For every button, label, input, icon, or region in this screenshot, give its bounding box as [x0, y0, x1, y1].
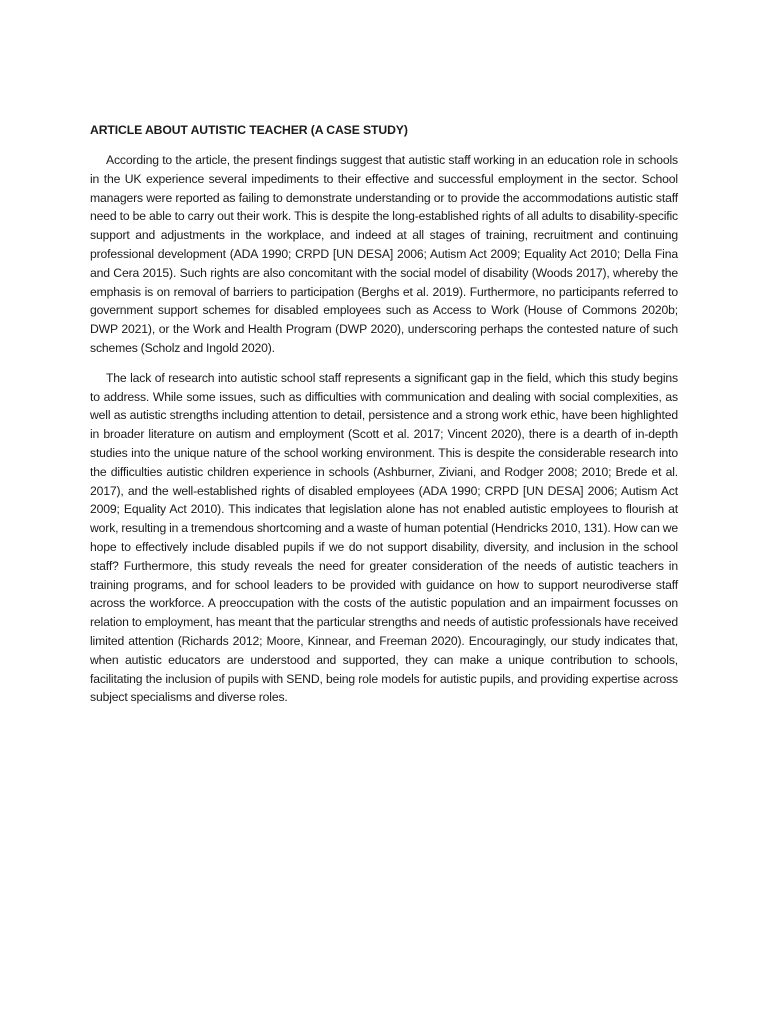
paragraph: According to the article, the present findings suggest that autistic staff working in an education role in schools in the UK experience several impediments to their effective and successful employment in the sector. School managers were reported as failing to demonstrate understanding or to provide the accommodations autistic staff need to be able to carry out their work. This is despite the long-established rights of all adults to disability-specific support and adjustments in the workplace, and indeed at all stages of training, recruitment and continuing professional development (ADA 1990; CRPD [UN DESA] 2006; Autism Act 2009; Equality Act 2010; Della Fina and Cera 2015). Such rights are also concomitant with the social model of disability (Woods 2017), whereby the emphasis is on removal of barriers to participation (Berghs et al. 2019). Furthermore, no participants referred to government support schemes for disabled employees such as Access to Work (House of Commons 2020b; DWP 2021), or the Work and Health Program (DWP 2020), underscoring perhaps the contested nature of such schemes (Scholz and Ingold 2020).	[90, 153, 678, 355]
document-title: ARTICLE ABOUT AUTISTIC TEACHER (A CASE STUDY)	[90, 123, 408, 137]
paragraph: The lack of research into autistic school staff represents a significant gap in the field, which this study begins to address. While some issues, such as difficulties with communication and dealing with social complexities, as well as autistic strengths including attention to detail, persistence and a strong work ethic, have been highlighted in broader literature on autism and employment (Scott et al. 2017; Vincent 2020), there is a dearth of in-depth studies into the unique nature of the school working environment. This is despite the considerable research into the difficulties autistic children experience in schools (Ashburner, Ziviani, and Rodger 2008; 2010; Brede et al. 2017), and the well-established rights of disabled employees (ADA 1990; CRPD [UN DESA] 2006; Autism Act 2009; Equality Act 2010). This indicates that legislation alone has not enabled autistic employees to flourish at work, resulting in a tremendous shortcoming and a waste of human potential (Hendricks 2010, 131). How can we hope to effectively include disabled pupils if we do not support disability, diversity, and inclusion in the school staff? Furthermore, this study reveals the need for greater consideration of the needs of autistic teachers in training programs, and for school leaders to be provided with guidance on how to support neurodiverse staff across the workforce. A preoccupation with the costs of the autistic population and an impairment focusses on relation to employment, has meant that the particular strengths and needs of autistic professionals have received limited attention (Richards 2012; Moore, Kinnear, and Freeman 2020). Encouragingly, our study indicates that, when autistic educators are understood and supported, they can make a unique contribution to schools, facilitating the inclusion of pupils with SEND, being role models for autistic pupils, and providing expertise across subject specialisms and diverse roles.	[90, 370, 678, 705]
document-page	[90, 121, 678, 718]
